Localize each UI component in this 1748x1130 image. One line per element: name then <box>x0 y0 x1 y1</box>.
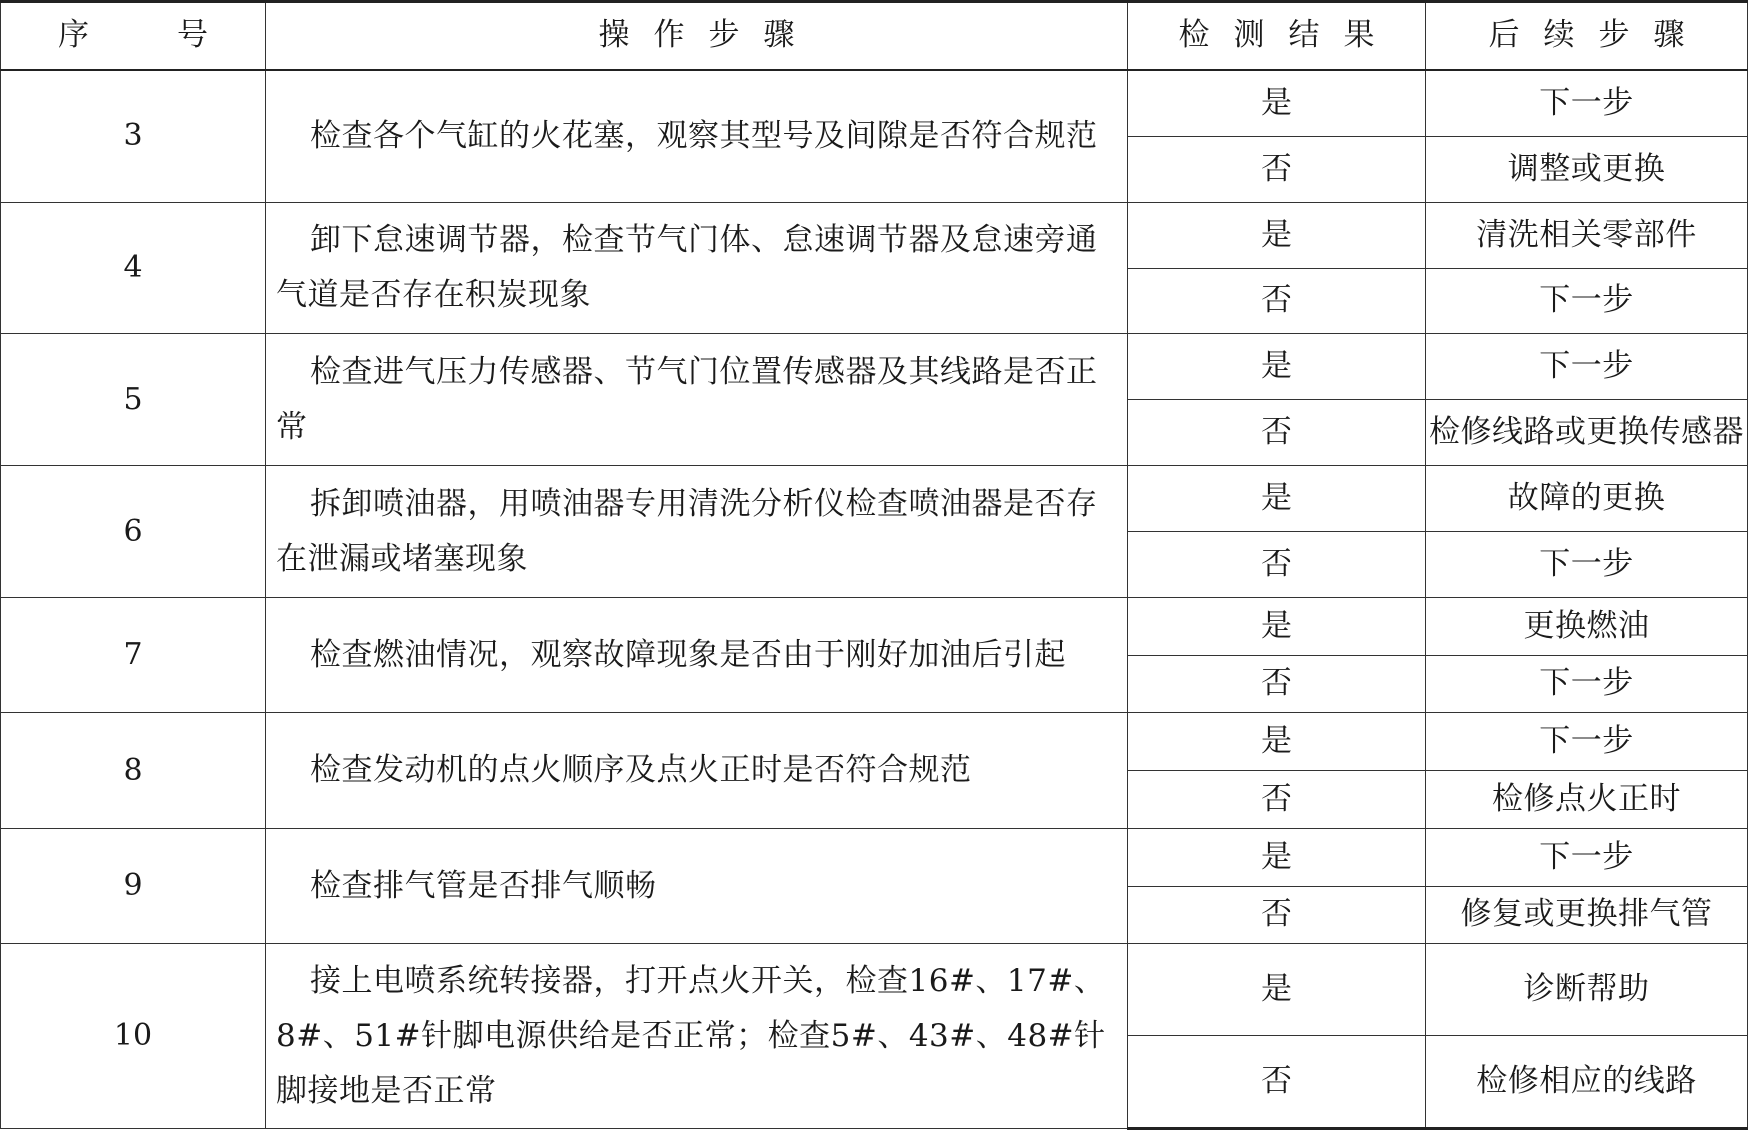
header-operation: 操作步骤 <box>266 2 1128 71</box>
row-seq: 9 <box>1 828 266 944</box>
table-row <box>1 828 1748 886</box>
row-seq: 10 <box>1 944 266 1129</box>
row-operation: 检查发动机的点火顺序及点火正时是否符合规范 <box>266 713 1128 829</box>
row-next-step: 下一步 <box>1426 532 1748 598</box>
row-operation: 接上电喷系统转接器，打开点火开关，检查16#、17#、8#、51#针脚电源供给是否正常；检查5#、43#、48#针脚接地是否正常 <box>266 944 1128 1129</box>
row-seq: 6 <box>1 466 266 598</box>
row-result: 是 <box>1128 597 1426 655</box>
row-seq: 7 <box>1 597 266 713</box>
row-operation: 检查排气管是否排气顺畅 <box>266 828 1128 944</box>
table-row <box>1 202 1748 268</box>
row-seq: 3 <box>1 70 266 202</box>
row-next-step: 检修线路或更换传感器 <box>1426 400 1748 466</box>
header-result: 检测结果 <box>1128 2 1426 71</box>
row-next-step: 更换燃油 <box>1426 597 1748 655</box>
header-next-step: 后续步骤 <box>1426 2 1748 71</box>
table-row <box>1 944 1748 1036</box>
row-operation: 检查燃油情况，观察故障现象是否由于刚好加油后引起 <box>266 597 1128 713</box>
table-row <box>1 334 1748 400</box>
row-next-step: 下一步 <box>1426 713 1748 771</box>
row-next-step: 检修相应的线路 <box>1426 1036 1748 1129</box>
row-next-step: 下一步 <box>1426 655 1748 713</box>
row-next-step: 下一步 <box>1426 828 1748 886</box>
row-result: 否 <box>1128 655 1426 713</box>
row-result: 是 <box>1128 828 1426 886</box>
row-result: 是 <box>1128 202 1426 268</box>
row-result: 是 <box>1128 70 1426 136</box>
row-next-step: 故障的更换 <box>1426 466 1748 532</box>
row-next-step: 调整或更换 <box>1426 136 1748 202</box>
row-next-step: 诊断帮助 <box>1426 944 1748 1036</box>
row-next-step: 清洗相关零部件 <box>1426 202 1748 268</box>
row-result: 是 <box>1128 944 1426 1036</box>
table-row <box>1 70 1748 136</box>
row-next-step: 下一步 <box>1426 268 1748 334</box>
header-seq: 序号 <box>1 2 266 71</box>
row-operation: 拆卸喷油器，用喷油器专用清洗分析仪检查喷油器是否存在泄漏或堵塞现象 <box>266 466 1128 598</box>
row-result: 是 <box>1128 334 1426 400</box>
row-result: 否 <box>1128 268 1426 334</box>
row-seq: 4 <box>1 202 266 334</box>
row-result: 否 <box>1128 136 1426 202</box>
row-seq: 8 <box>1 713 266 829</box>
row-operation: 卸下怠速调节器，检查节气门体、怠速调节器及怠速旁通气道是否存在积炭现象 <box>266 202 1128 334</box>
row-result: 是 <box>1128 466 1426 532</box>
row-result: 否 <box>1128 532 1426 598</box>
row-seq: 5 <box>1 334 266 466</box>
row-result: 是 <box>1128 713 1426 771</box>
table-row <box>1 597 1748 655</box>
row-result: 否 <box>1128 886 1426 944</box>
row-next-step: 下一步 <box>1426 334 1748 400</box>
row-operation: 检查进气压力传感器、节气门位置传感器及其线路是否正常 <box>266 334 1128 466</box>
row-result: 否 <box>1128 400 1426 466</box>
row-next-step: 检修点火正时 <box>1426 771 1748 829</box>
row-result: 否 <box>1128 771 1426 829</box>
table-row <box>1 466 1748 532</box>
row-next-step: 下一步 <box>1426 70 1748 136</box>
row-next-step: 修复或更换排气管 <box>1426 886 1748 944</box>
row-result: 否 <box>1128 1036 1426 1129</box>
table-row <box>1 713 1748 771</box>
table-header-row <box>1 2 1748 71</box>
row-operation: 检查各个气缸的火花塞，观察其型号及间隙是否符合规范 <box>266 70 1128 202</box>
